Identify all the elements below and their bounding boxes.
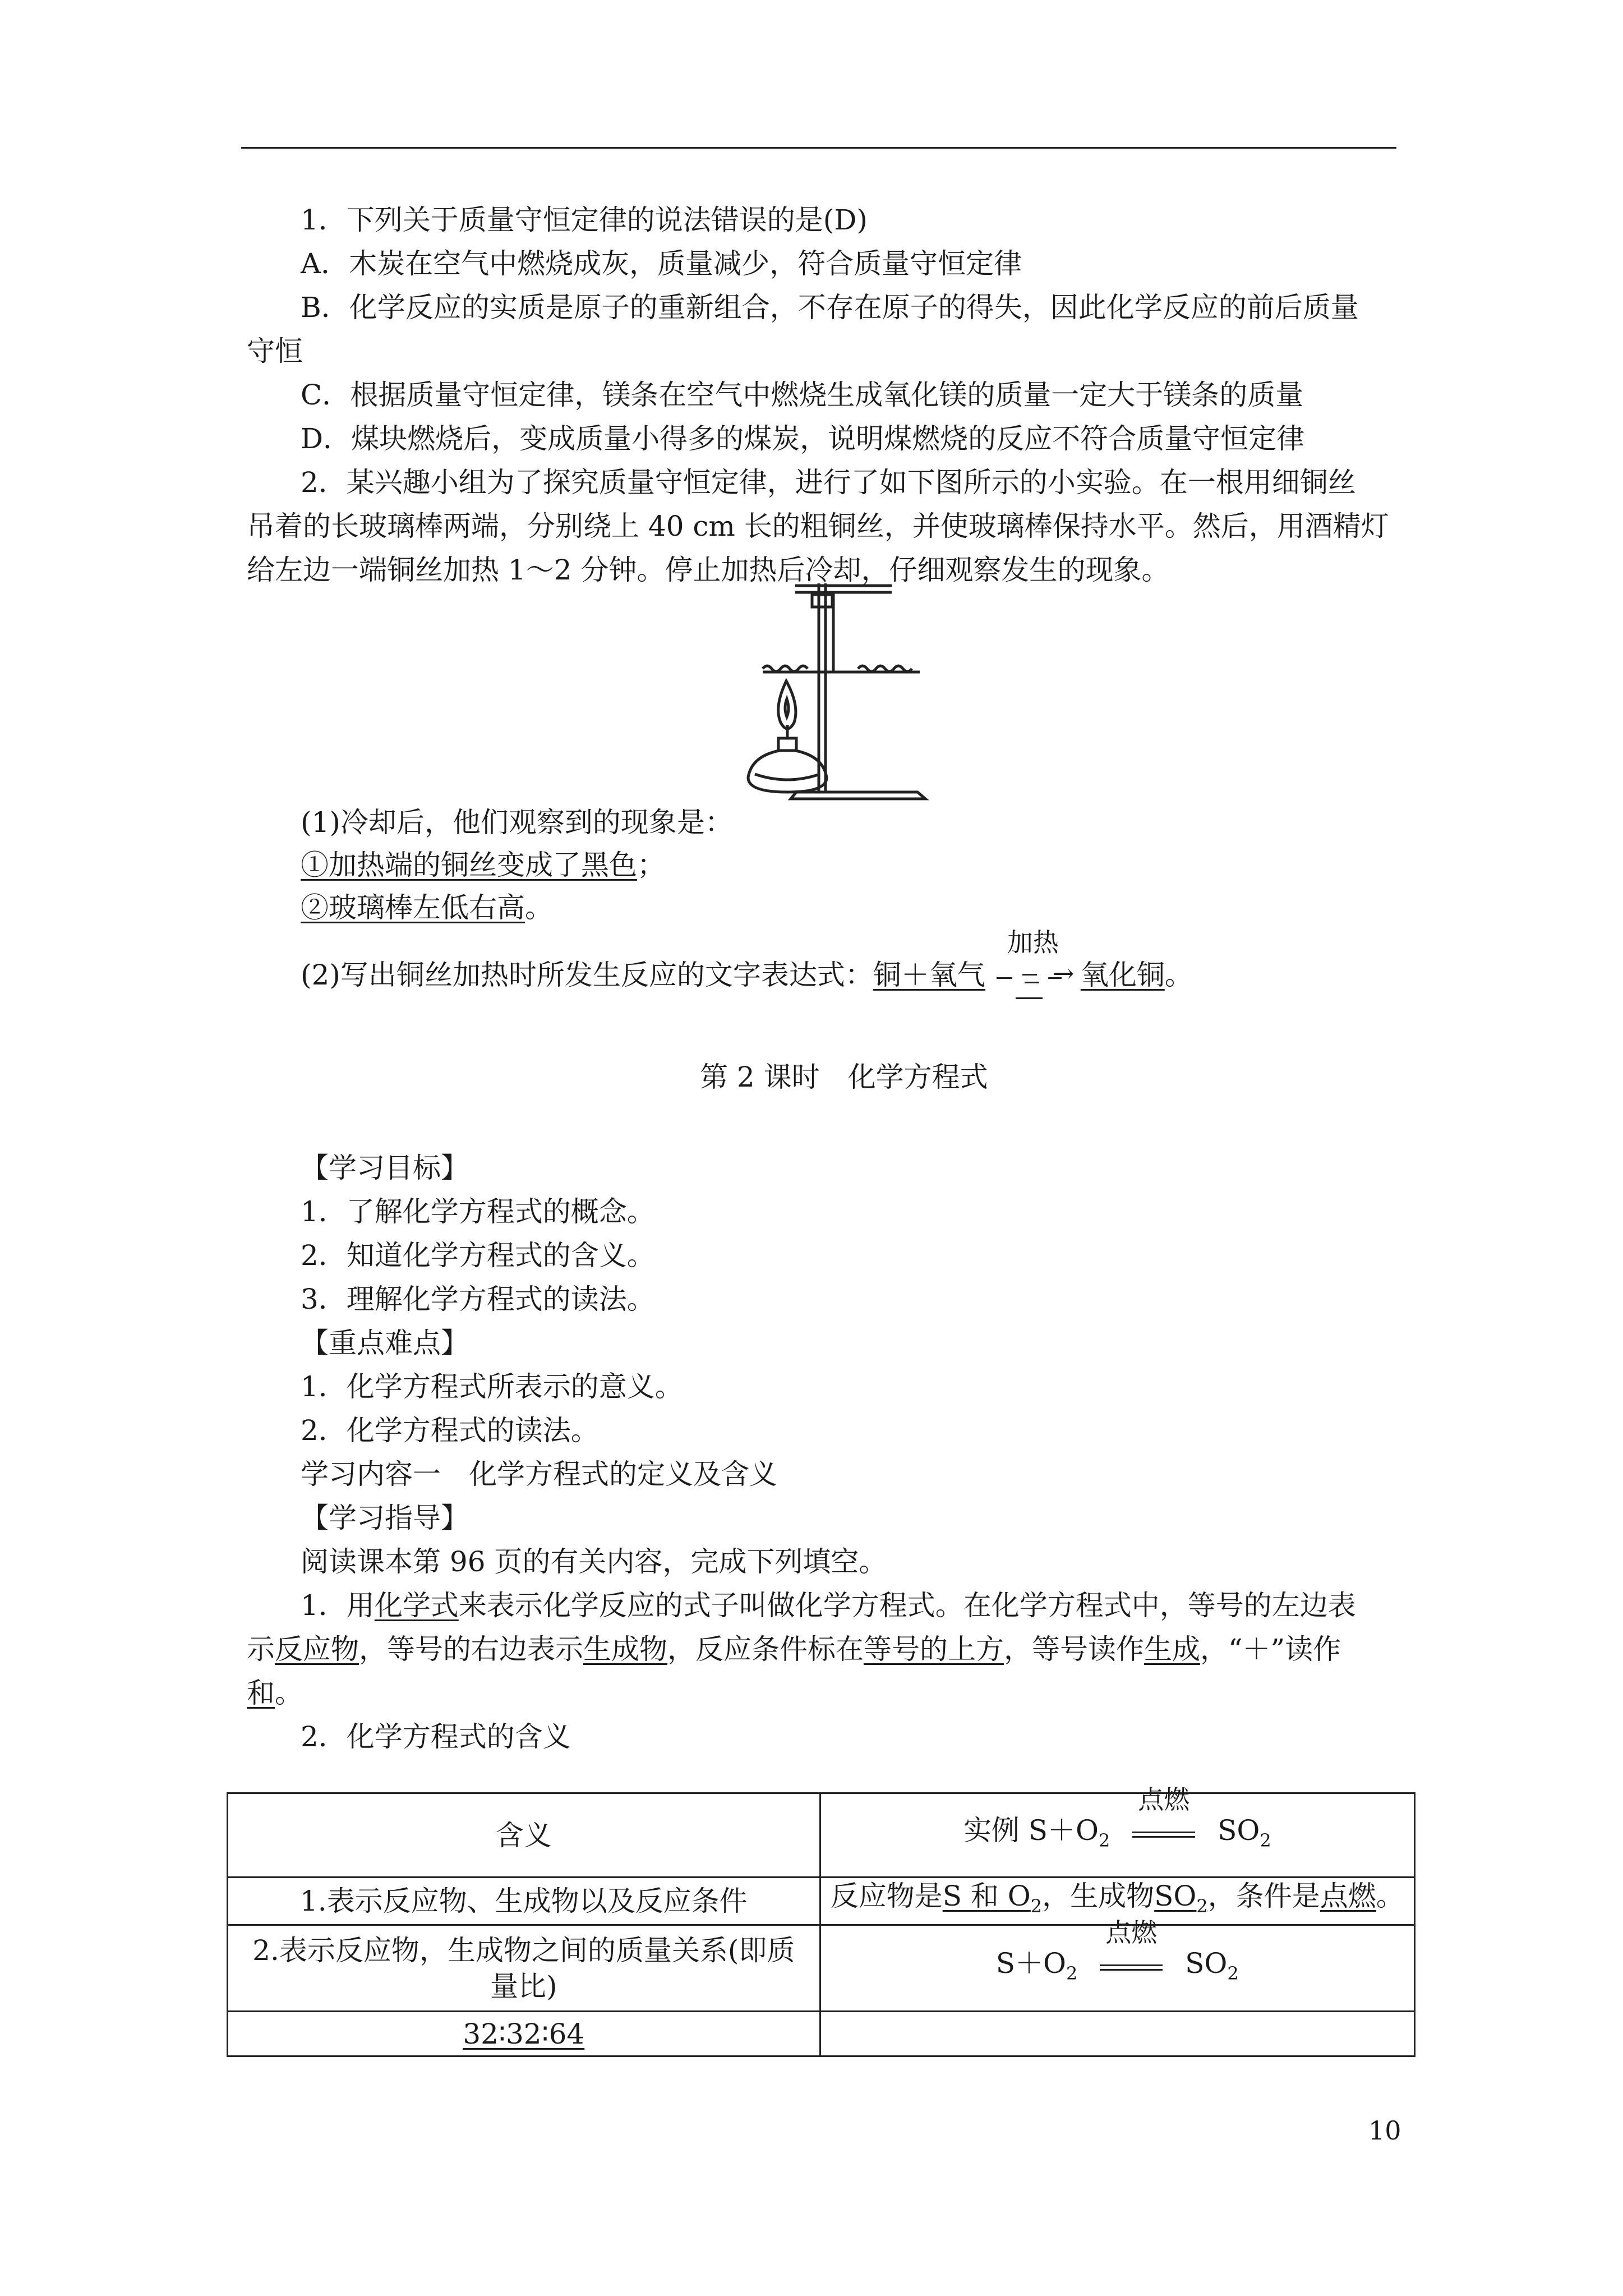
- fill-heading2: 2．化学方程式的含义: [301, 1720, 571, 1753]
- ignite-equals: [1086, 1917, 1176, 1981]
- text: 。: [275, 1677, 303, 1709]
- punct: 。: [1164, 959, 1193, 991]
- text: SO: [1185, 1947, 1228, 1980]
- q1-option-c: C．根据质量守恒定律，镁条在空气中燃烧生成氧化镁的质量一定大于镁条的质量: [301, 379, 1304, 411]
- key-point-item: 1．化学方程式所表示的意义。: [301, 1370, 683, 1403]
- q2-sub1-answer1-text: ①加热端的铜丝变成了黑色: [301, 849, 637, 881]
- subscript: 2: [1227, 1962, 1239, 1984]
- row2-example: [820, 1917, 1414, 2012]
- q2-line1: 2．某兴趣小组为了探究质量守恒定律，进行了如下图所示的小实验。在一根用细铜丝: [301, 466, 1356, 499]
- subscript: 2: [1098, 1829, 1110, 1851]
- guide-heading: 【学习指导】: [301, 1502, 469, 1534]
- goals-heading: 【学习目标】: [301, 1152, 469, 1184]
- content-title: 学习内容一 化学方程式的定义及含义: [301, 1458, 777, 1490]
- header-rule: [241, 147, 1396, 149]
- subscript: 2: [1260, 1829, 1271, 1851]
- q2-sub1-prompt: (1)冷却后，他们观察到的现象是：: [301, 806, 733, 839]
- q2-sub1-answer2-text: ②玻璃棒左低右高: [301, 891, 525, 924]
- fill-line2: [247, 1631, 1341, 1667]
- heating-arrow: 加热 →: [985, 957, 1081, 993]
- header-example: [820, 1784, 1414, 1878]
- text: ，反应条件标在: [667, 1633, 864, 1665]
- goal-item: 3．理解化学方程式的读法。: [301, 1283, 655, 1315]
- row1-meaning: 1.表示反应物、生成物以及反应条件: [228, 1878, 820, 1925]
- text: ，“＋”读作: [1200, 1633, 1341, 1665]
- text: 实例 S＋O: [963, 1814, 1099, 1847]
- q1-option-a: A．木炭在空气中燃烧成灰，质量减少，符合质量守恒定律: [301, 247, 1022, 280]
- q2-sub1-answer2: [301, 890, 553, 926]
- fill-line3: [247, 1675, 303, 1711]
- text: SO: [1154, 1880, 1197, 1912]
- row3-mass-ratio: [228, 2012, 820, 2056]
- copper-wire-experiment-figure: [735, 561, 970, 802]
- blank-mass-ratio: 32∶32∶64: [463, 2017, 585, 2050]
- ignite-equals: [1119, 1784, 1209, 1848]
- blank-condition-position: 等号的上方: [864, 1633, 1004, 1665]
- blank-reactants-s-o2: [942, 1880, 1043, 1917]
- goal-item: 1．了解化学方程式的概念。: [301, 1195, 655, 1228]
- punct: 。: [525, 891, 553, 924]
- table-row: [228, 1878, 1415, 1925]
- q2-line2: 吊着的长玻璃棒两端，分别绕上 40 cm 长的粗铜丝，并使玻璃棒保持水平。然后，用酒精灯: [247, 510, 1389, 542]
- condition-label: 点燃: [1138, 1784, 1190, 1815]
- row3-empty: [820, 2012, 1414, 2056]
- fill-line1: [301, 1588, 1356, 1623]
- q2-sub2-prompt: (2)写出铜丝加热时所发生反应的文字表达式：: [301, 959, 873, 991]
- condition-label: 点燃: [1105, 1917, 1158, 1948]
- q2-sub1-answer1: [301, 847, 665, 883]
- table-row: [228, 1925, 1415, 2012]
- header-meaning: 含义: [228, 1793, 820, 1878]
- blank-plus-reading: 和: [247, 1677, 275, 1709]
- text: ，条件是: [1207, 1880, 1320, 1912]
- blank-products: 生成物: [583, 1633, 667, 1665]
- subscript: 2: [1030, 1895, 1043, 1917]
- text: 2.表示反应物，生成物之间的质量关系(即质: [252, 1934, 795, 1967]
- text: 1．用: [301, 1589, 375, 1622]
- key-point-item: 2．化学方程式的读法。: [301, 1414, 599, 1447]
- q2-sub2-reactant: 铜＋氧气: [873, 959, 985, 991]
- q1-stem: 1．下列关于质量守恒定律的说法错误的是(D): [301, 204, 868, 236]
- text: ，等号读作: [1004, 1633, 1144, 1665]
- text: 来表示化学反应的式子叫做化学方程式。在化学方程式中，等号的左边表: [458, 1589, 1356, 1622]
- subscript: 2: [1066, 1962, 1078, 1984]
- blank-chemical-formula: 化学式: [374, 1589, 459, 1622]
- subscript: 2: [1196, 1895, 1208, 1917]
- heating-condition: 加热: [1007, 927, 1059, 958]
- text: S 和 O: [942, 1880, 1031, 1912]
- lesson-title: 第 2 课时 化学方程式: [700, 1061, 988, 1093]
- q1-option-b: B．化学反应的实质是原子的重新组合，不存在原子的得失，因此化学反应的前后质量: [301, 291, 1359, 324]
- q2-line3: 给左边一端铜丝加热 1～2 分钟。停止加热后冷却，仔细观察发生的现象。: [247, 554, 1170, 586]
- text: SO: [1218, 1814, 1260, 1847]
- q2-sub2-product: 氧化铜: [1080, 959, 1165, 991]
- blank-product-so2: [1154, 1880, 1208, 1917]
- table-header-row: [228, 1793, 1415, 1878]
- text: 示: [247, 1633, 275, 1665]
- punct: ；: [637, 849, 665, 881]
- q2-sub2: [301, 927, 1193, 993]
- blank-condition: 点燃: [1320, 1880, 1376, 1912]
- q1-option-b-cont: 守恒: [247, 335, 303, 367]
- guide-text: 阅读课本第 96 页的有关内容，完成下列填空。: [301, 1545, 887, 1578]
- key-points-heading: 【重点难点】: [301, 1327, 469, 1359]
- blank-reactants: 反应物: [275, 1633, 359, 1665]
- equation-meaning-table: [227, 1784, 1415, 2057]
- row2-meaning: [228, 1925, 820, 2012]
- page-number: 10: [1368, 2115, 1401, 2146]
- blank-equals-reading: 生成: [1144, 1633, 1200, 1665]
- text: ，生成物: [1042, 1880, 1155, 1912]
- text: 量比): [490, 1970, 557, 2003]
- text: 。: [1376, 1880, 1404, 1912]
- text: 反应物是: [830, 1880, 943, 1912]
- text: S＋O: [995, 1947, 1066, 1980]
- table-row: [228, 2012, 1415, 2056]
- text: ，等号的右边表示: [359, 1633, 583, 1665]
- goal-item: 2．知道化学方程式的含义。: [301, 1239, 655, 1272]
- q1-option-d: D．煤块燃烧后，变成质量小得多的煤炭，说明煤燃烧的反应不符合质量守恒定律: [301, 422, 1305, 455]
